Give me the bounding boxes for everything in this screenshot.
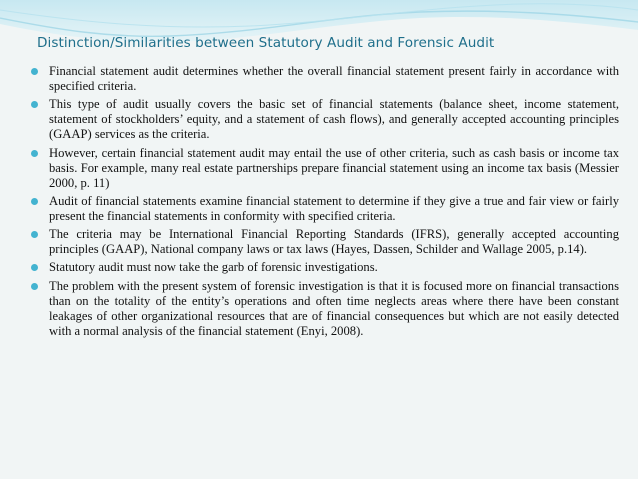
bullet-item xyxy=(30,227,619,257)
bullet-text: Audit of financial statements examine financial statement to determine if they give a true and fair view or fairly present the financial statements in conformity with specified criteria. xyxy=(49,193,619,223)
circle-bullet-icon xyxy=(31,68,38,75)
bullet-item xyxy=(30,64,619,94)
bullet-item xyxy=(30,146,619,191)
circle-bullet-icon xyxy=(31,198,38,205)
circle-bullet-icon xyxy=(31,231,38,238)
bullet-item xyxy=(30,260,619,275)
bullet-text: Financial statement audit determines whether the overall financial statement present fairly in accordance with specified criteria. xyxy=(49,64,619,93)
slide-title: Distinction/Similarities between Statutory Audit and Forensic Audit xyxy=(37,35,495,51)
circle-bullet-icon xyxy=(31,150,38,157)
bullet-list xyxy=(30,64,619,342)
circle-bullet-icon xyxy=(31,283,38,290)
circle-bullet-icon xyxy=(31,264,38,271)
decorative-wave-header xyxy=(0,0,638,60)
bullet-item xyxy=(30,279,619,339)
bullet-text: The problem with the present system of forensic investigation is that it is focused more on financial transactions than on the totality of the entity’s operations and often time neglects areas where there have been constant leakages of other organizational resources that are of financial consequences but which are not easily detected with a normal analysis of the financial statement (Enyi, 2008). xyxy=(49,278,619,338)
circle-bullet-icon xyxy=(31,101,38,108)
bullet-text: This type of audit usually covers the basic set of financial statements (balance sheet, income statement, statement of stockholders’ equity, and a statement of cash flows), and generally accepted accounting principles (GAAP) services as the criteria. xyxy=(49,97,619,142)
bullet-text: However, certain financial statement audit may entail the use of other criteria, such as cash basis or income tax basis. For example, many real estate partnerships prepare financial statement using an income tax basis (Messier 2000, p. 11) xyxy=(49,145,619,190)
bullet-item xyxy=(30,194,619,224)
bullet-text: The criteria may be International Financial Reporting Standards (IFRS), generally accepted accounting principles (GAAP), National company laws or tax laws (Hayes, Dassen, Schilder and Wallage 2005, p.14). xyxy=(49,227,619,257)
bullet-item xyxy=(30,97,619,142)
bullet-text: Statutory audit must now take the garb of forensic investigations. xyxy=(49,260,378,275)
